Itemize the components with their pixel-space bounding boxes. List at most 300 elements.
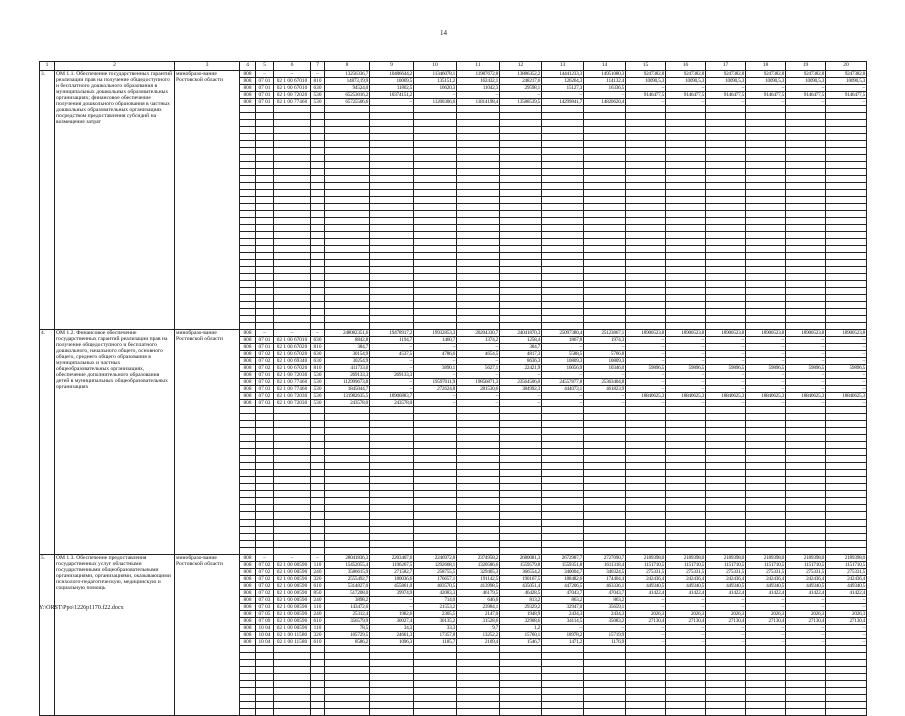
empty-cell [274,526,311,533]
empty-cell [414,645,457,652]
empty-cell [542,182,584,189]
empty-cell [274,428,311,435]
empty-cell [706,449,746,456]
amount-cell: 65253016,2 [325,91,370,98]
amount-cell: 340324,5 [584,568,626,575]
empty-cell [542,302,584,309]
empty-cell [786,701,826,708]
amount-cell: – [584,91,626,98]
empty-cell [370,421,414,428]
empty-cell [584,295,626,302]
empty-cell [240,407,256,414]
empty-cell [457,161,500,168]
empty-cell [626,210,666,217]
column-header: 2 [55,62,175,71]
empty-cell [706,470,746,477]
empty-cell [370,252,414,259]
empty-cell [746,133,786,140]
amount-cell: 30154,9 [325,351,370,358]
amount-cell: 11802,5 [370,84,414,91]
empty-cell [414,442,457,449]
empty-cell [274,694,311,701]
amount-cell: 1320586,6 [457,561,500,568]
empty-cell [256,245,274,252]
amount-cell: 10090,5,3 [666,77,706,84]
budget-code-cell: 808 [240,379,256,386]
empty-cell [240,295,256,302]
empty-cell [666,673,706,680]
amount-cell: 9146477,5 [706,91,746,98]
empty-cell [325,316,370,323]
empty-cell [370,147,414,154]
empty-cell [274,140,311,147]
amount-cell: 2680081,3 [500,554,542,561]
empty-cell [274,287,311,294]
empty-cell [746,652,786,659]
empty-cell [240,238,256,245]
amount-cell: 9146477,5 [826,91,867,98]
amount-cell: 46179,5 [457,589,500,596]
empty-cell [584,519,626,526]
empty-cell [542,533,584,540]
budget-code-cell: – [256,70,274,77]
empty-cell [826,203,867,210]
empty-cell [706,154,746,161]
column-header: 7 [311,62,325,71]
empty-cell [786,280,826,287]
empty-cell [542,547,584,554]
empty-cell [500,659,542,666]
amount-cell: – [746,372,786,379]
empty-cell [274,519,311,526]
amount-cell: 27130,4 [786,617,826,624]
amount-cell: 1292668,1 [414,561,457,568]
amount-cell: 18900523,8 [706,330,746,337]
empty-cell [370,140,414,147]
empty-cell [584,302,626,309]
budget-code-cell: 808 [240,358,256,365]
amount-cell: – [666,84,706,91]
empty-cell [274,280,311,287]
empty-cell [500,456,542,463]
empty-cell [370,238,414,245]
budget-code-cell: 850 [311,589,325,596]
amount-cell: 11987672,8 [457,70,500,77]
empty-cell [826,652,867,659]
empty-cell [325,519,370,526]
budget-code-cell: 808 [240,386,256,393]
amount-cell: 646,6 [457,596,500,603]
empty-cell [584,154,626,161]
empty-cell [414,421,457,428]
empty-cell [457,112,500,119]
empty-cell [457,231,500,238]
empty-cell [626,259,666,266]
empty-cell [500,203,542,210]
empty-cell [240,477,256,484]
empty-cell [311,435,325,442]
amount-cell: – [457,372,500,379]
budget-code-cell: 02 1 00 00590 [274,596,311,603]
amount-cell: 1559351,8 [542,561,584,568]
empty-cell [542,266,584,273]
empty-cell [414,533,457,540]
empty-cell [414,673,457,680]
empty-cell [826,302,867,309]
amount-cell: – [786,379,826,386]
empty-cell [826,238,867,245]
empty-cell [746,119,786,126]
empty-cell [826,477,867,484]
column-header: 16 [666,62,706,71]
empty-cell [542,414,584,421]
empty-cell [584,512,626,519]
empty-cell [500,687,542,694]
empty-cell [240,442,256,449]
empty-cell [826,309,867,316]
amount-cell: – [626,603,666,610]
amount-cell: 41422,4 [706,589,746,596]
empty-cell [542,470,584,477]
budget-code-cell: 808 [240,84,256,91]
empty-cell [256,295,274,302]
amount-cell: 11814198,4 [457,98,500,105]
amount-cell: 384992,3 [500,386,542,393]
empty-cell [256,224,274,231]
amount-cell: 9247382,8 [746,70,786,77]
empty-cell [666,526,706,533]
empty-cell [666,505,706,512]
budget-code-cell: 808 [240,638,256,645]
column-header: 1 [40,62,55,71]
empty-cell [786,407,826,414]
empty-cell [786,540,826,547]
empty-cell [584,196,626,203]
amount-cell: 18978,2 [542,631,584,638]
amount-cell: 447206,5 [542,582,584,589]
empty-cell [457,519,500,526]
empty-cell [584,168,626,175]
empty-cell [274,687,311,694]
amount-cell: – [786,400,826,407]
empty-cell [457,645,500,652]
amount-cell: – [626,386,666,393]
amount-cell: 4786,6 [414,351,457,358]
empty-cell [370,119,414,126]
amount-cell: – [706,400,746,407]
empty-cell [542,119,584,126]
empty-cell [542,659,584,666]
amount-cell: – [542,372,584,379]
empty-cell [370,435,414,442]
budget-code-cell: 808 [240,372,256,379]
empty-cell [370,526,414,533]
empty-cell [786,287,826,294]
table-row [40,330,867,337]
empty-cell [584,112,626,119]
empty-cell [274,154,311,161]
empty-cell [584,238,626,245]
empty-cell [666,245,706,252]
empty-cell [626,477,666,484]
empty-cell [240,273,256,280]
empty-cell [584,533,626,540]
empty-cell [786,421,826,428]
empty-cell [786,673,826,680]
empty-cell [786,161,826,168]
empty-cell [706,414,746,421]
empty-cell [370,302,414,309]
empty-cell [457,273,500,280]
empty-cell [414,280,457,287]
budget-code-cell: 07 09 [256,617,274,624]
amount-cell: 11200306,6 [414,98,457,105]
empty-cell [256,414,274,421]
empty-cell [666,119,706,126]
empty-cell [706,519,746,526]
amount-cell: 10090,5,3 [786,77,826,84]
amount-cell: 449340,5 [666,582,706,589]
empty-cell [325,168,370,175]
empty-cell [746,189,786,196]
empty-cell [666,323,706,330]
budget-code-cell: 808 [240,400,256,407]
amount-cell: 30135,2 [414,617,457,624]
empty-cell [826,666,867,673]
empty-cell [826,140,867,147]
amount-cell: – [786,603,826,610]
empty-cell [746,694,786,701]
empty-cell [274,309,311,316]
empty-cell [706,505,746,512]
empty-cell [311,252,325,259]
empty-cell [584,428,626,435]
empty-cell [626,217,666,224]
empty-cell [274,491,311,498]
empty-cell [256,449,274,456]
empty-cell [274,203,311,210]
empty-cell [500,491,542,498]
empty-cell [457,449,500,456]
empty-cell [240,189,256,196]
amount-cell: – [626,358,666,365]
empty-cell [414,498,457,505]
empty-cell [786,126,826,133]
empty-cell [584,133,626,140]
amount-cell: 275331,5 [626,568,666,575]
empty-cell [666,273,706,280]
amount-cell: – [786,337,826,344]
empty-cell [240,245,256,252]
empty-cell [826,680,867,687]
empty-cell [584,407,626,414]
empty-cell [542,442,584,449]
empty-cell [706,708,746,715]
header-row [40,62,867,71]
empty-cell [274,540,311,547]
amount-cell: 517208,0 [325,589,370,596]
budget-code-cell: 07 02 [256,365,274,372]
empty-cell [826,105,867,112]
amount-cell: 340004,7 [542,568,584,575]
empty-cell [457,280,500,287]
budget-code-cell: 810 [311,77,325,84]
empty-cell [370,295,414,302]
amount-cell: – [370,365,414,372]
measure-name: ОМ 1.3. Обеспечение предоставления государственных услуг областными государственными общеобразовательными организациями, организациями, оказывающими психолого-педагогическую, медицинскую и социальную помощь [55,554,175,715]
amount-cell: 3898,2 [325,596,370,603]
empty-cell [626,196,666,203]
empty-cell [240,659,256,666]
empty-cell [240,456,256,463]
amount-cell: 2026,3 [666,610,706,617]
empty-cell [240,673,256,680]
empty-cell [542,259,584,266]
empty-cell [626,407,666,414]
empty-cell [240,231,256,238]
budget-table [39,61,867,716]
empty-cell [746,182,786,189]
empty-cell [666,196,706,203]
empty-cell [325,680,370,687]
empty-cell [584,273,626,280]
amount-cell: – [746,337,786,344]
budget-code-cell: 02 1 00 72030 [274,400,311,407]
empty-cell [414,512,457,519]
empty-cell [274,238,311,245]
empty-cell [826,316,867,323]
empty-cell [706,540,746,547]
empty-cell [500,245,542,252]
empty-cell [542,112,584,119]
amount-cell: 8636,3 [500,358,542,365]
empty-cell [542,133,584,140]
empty-cell [626,231,666,238]
empty-cell [746,477,786,484]
amount-cell: – [706,603,746,610]
budget-code-cell: 808 [240,70,256,77]
budget-code-cell: 808 [240,98,256,105]
amount-cell: 9247382,8 [786,70,826,77]
empty-cell [414,470,457,477]
empty-cell [500,680,542,687]
empty-cell [274,231,311,238]
empty-cell [584,175,626,182]
amount-cell: 15127,3 [542,84,584,91]
amount-cell: 59896,5 [786,365,826,372]
empty-cell [500,280,542,287]
amount-cell: – [542,400,584,407]
budget-code-cell: 808 [240,554,256,561]
empty-cell [370,533,414,540]
amount-cell: 243578,0 [325,400,370,407]
empty-cell [311,456,325,463]
amount-cell: 10056,9 [542,365,584,372]
empty-cell [274,302,311,309]
empty-cell [240,147,256,154]
empty-cell [274,659,311,666]
empty-cell [325,435,370,442]
empty-cell [542,189,584,196]
amount-cell: 18900523,8 [826,330,867,337]
empty-cell [826,519,867,526]
empty-cell [240,259,256,266]
amount-cell: 14873,19,9 [325,77,370,84]
empty-cell [370,196,414,203]
empty-cell [256,316,274,323]
empty-cell [706,316,746,323]
empty-cell [500,189,542,196]
amount-cell: – [826,372,867,379]
empty-cell [500,182,542,189]
empty-cell [414,456,457,463]
empty-cell [457,701,500,708]
amount-cell: 10069,5 [370,77,414,84]
empty-cell [666,266,706,273]
empty-cell [274,435,311,442]
executor: минобразо-вание Ростовской области [175,554,240,715]
empty-cell [826,280,867,287]
amount-cell: – [746,351,786,358]
amount-cell: 34,3 [370,624,414,631]
empty-cell [274,505,311,512]
empty-cell [325,175,370,182]
empty-cell [311,245,325,252]
amount-cell: 2189398,0 [706,554,746,561]
empty-cell [325,701,370,708]
empty-cell [706,302,746,309]
empty-cell [746,442,786,449]
amount-cell: – [746,603,786,610]
empty-cell [500,435,542,442]
amount-cell: 258755,5 [414,568,457,575]
empty-cell [256,161,274,168]
empty-cell [542,245,584,252]
empty-cell [500,477,542,484]
empty-cell [626,435,666,442]
empty-cell [457,119,500,126]
amount-cell: – [706,372,746,379]
empty-cell [746,126,786,133]
amount-cell: 35083,2 [584,617,626,624]
empty-cell [311,323,325,330]
amount-cell: 10809,3 [542,358,584,365]
empty-cell [256,680,274,687]
empty-cell [457,175,500,182]
empty-cell [746,105,786,112]
empty-cell [414,231,457,238]
empty-cell [256,421,274,428]
empty-cell [370,666,414,673]
empty-cell [826,323,867,330]
empty-cell [826,414,867,421]
amount-cell: 126264,3 [542,77,584,84]
empty-cell [414,414,457,421]
budget-code-cell: 110 [311,561,325,568]
empty-cell [325,407,370,414]
empty-cell [626,154,666,161]
empty-cell [457,295,500,302]
amount-cell: – [706,379,746,386]
empty-cell [542,687,584,694]
empty-cell [500,316,542,323]
amount-cell: – [666,400,706,407]
section-number: 5. [40,554,55,715]
amount-cell: 15452055,4 [325,561,370,568]
empty-cell [500,309,542,316]
empty-cell [626,266,666,273]
empty-cell [256,252,274,259]
